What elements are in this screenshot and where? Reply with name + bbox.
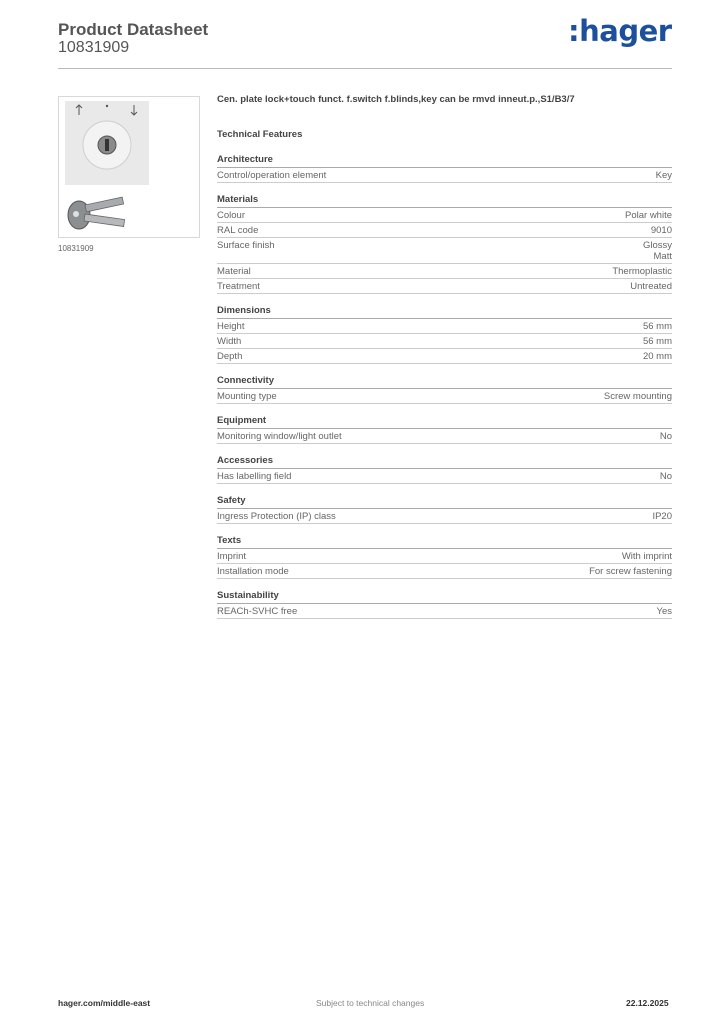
section-title: Safety [217, 495, 672, 509]
feature-row [217, 279, 672, 294]
feature-row [217, 604, 672, 619]
section-connectivity [217, 375, 672, 404]
feature-row [217, 509, 672, 524]
feature-value: Polar white [625, 209, 672, 221]
image-reference: 10831909 [58, 244, 94, 253]
feature-label: Colour [217, 209, 245, 221]
feature-value: Glossy Matt [642, 239, 672, 262]
hager-logo: :hager [568, 14, 672, 48]
section-title: Equipment [217, 415, 672, 429]
feature-value: IP20 [652, 510, 672, 522]
feature-label: Has labelling field [217, 470, 292, 482]
feature-value: Key [655, 169, 672, 181]
feature-label: REACh-SVHC free [217, 605, 298, 617]
feature-label: Surface finish [217, 239, 275, 251]
datasheet-content [217, 94, 672, 619]
feature-sections [217, 154, 672, 619]
feature-label: Depth [217, 350, 243, 362]
feature-value: Untreated [630, 280, 672, 292]
feature-value: No [659, 430, 672, 442]
feature-row [217, 564, 672, 579]
keyhole-icon [105, 139, 109, 151]
section-materials [217, 194, 672, 294]
footer-notice: Subject to technical changes [316, 998, 425, 1008]
feature-value: Yes [656, 605, 672, 617]
feature-value: Thermoplastic [612, 265, 672, 277]
feature-value: Screw mounting [603, 390, 672, 402]
feature-label: Mounting type [217, 390, 277, 402]
section-title: Architecture [217, 154, 672, 168]
feature-value: 20 mm [642, 350, 672, 362]
feature-label: Material [217, 265, 251, 277]
product-image [58, 96, 200, 238]
feature-row [217, 168, 672, 183]
feature-value: For screw fastening [589, 565, 672, 577]
section-sustainability [217, 590, 672, 619]
feature-row [217, 238, 672, 264]
section-equipment [217, 415, 672, 444]
feature-label: Monitoring window/light outlet [217, 430, 342, 442]
feature-row [217, 208, 672, 223]
feature-label: Width [217, 335, 242, 347]
section-accessories [217, 455, 672, 484]
feature-label: Control/operation element [217, 169, 327, 181]
feature-row [217, 349, 672, 364]
keys-icon [68, 197, 125, 229]
feature-value: With imprint [621, 550, 672, 562]
feature-label: Height [217, 320, 245, 332]
section-title: Dimensions [217, 305, 672, 319]
section-title: Texts [217, 535, 672, 549]
footer-website: hager.com/middle-east [58, 998, 151, 1008]
feature-label: Treatment [217, 280, 260, 292]
product-description: Cen. plate lock+touch funct. f.switch f.blinds,key can be rmvd inneut.p.,S1/B3/7 [217, 94, 575, 105]
section-title: Sustainability [217, 590, 672, 604]
features-heading: Technical Features [217, 129, 303, 140]
page-title: Product Datasheet [58, 20, 209, 39]
footer-date: 22.12.2025 [626, 998, 669, 1008]
feature-label: RAL code [217, 224, 259, 236]
dot-icon [106, 105, 108, 107]
feature-value: 56 mm [642, 320, 672, 332]
section-texts [217, 535, 672, 579]
feature-row [217, 469, 672, 484]
product-image-graphic [59, 97, 199, 237]
feature-row [217, 334, 672, 349]
feature-value: 9010 [650, 224, 672, 236]
feature-value: No [659, 470, 672, 482]
feature-row [217, 549, 672, 564]
header-divider [58, 68, 672, 69]
section-dimensions [217, 305, 672, 364]
product-number: 10831909 [58, 39, 130, 56]
section-safety [217, 495, 672, 524]
feature-row [217, 429, 672, 444]
feature-row [217, 389, 672, 404]
feature-value: 56 mm [642, 335, 672, 347]
section-title: Accessories [217, 455, 672, 469]
feature-row [217, 264, 672, 279]
feature-row [217, 223, 672, 238]
feature-row [217, 319, 672, 334]
feature-label: Installation mode [217, 565, 289, 577]
feature-label: Ingress Protection (IP) class [217, 510, 336, 522]
section-title: Materials [217, 194, 672, 208]
section-title: Connectivity [217, 375, 672, 389]
section-architecture [217, 154, 672, 183]
feature-label: Imprint [217, 550, 247, 562]
